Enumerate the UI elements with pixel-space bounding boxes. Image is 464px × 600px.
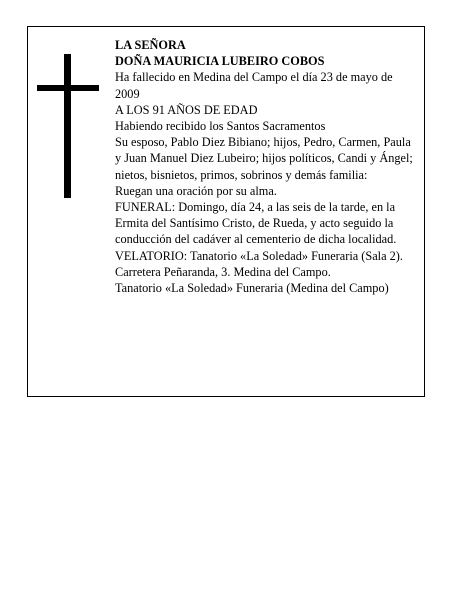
wake-details: VELATORIO: Tanatorio «La Soledad» Funeraria (Sala 2). Carretera Peñaranda, 3. Medina del Campo. [115,248,403,279]
cross-horizontal-bar [37,85,99,91]
obituary-title: LA SEÑORA [115,38,186,52]
funeral-home: Tanatorio «La Soledad» Funeraria (Medina del Campo) [115,281,389,296]
funeral-details: FUNERAL: Domingo, día 24, a las seis de la tarde, en la Ermita del Santísimo Cristo, de Rueda, y acto seguido la conducción del cadáver al cementerio de dicha localidad. [115,200,397,247]
sacraments-line: Habiendo recibido los Santos Sacramentos [115,119,326,134]
prayer-request: Ruegan una oración por su alma. [115,183,277,198]
family-list: Su esposo, Pablo Diez Bibiano; hijos, Pedro, Carmen, Paula y Juan Manuel Diez Lubeiro; hijos políticos, Candi y Ángel; nietos, bisnietos, primos, sobrinos y demás familia: [115,135,413,182]
deceased-name: DOÑA MAURICIA LUBEIRO COBOS [115,54,325,69]
obituary-text [115,37,415,296]
age-at-death: A LOS 91 AÑOS DE EDAD [115,102,258,117]
death-announcement: Ha fallecido en Medina del Campo el día 23 de mayo de 2009 [115,70,393,101]
cross-icon [37,54,99,198]
cross-vertical-bar [64,54,71,198]
